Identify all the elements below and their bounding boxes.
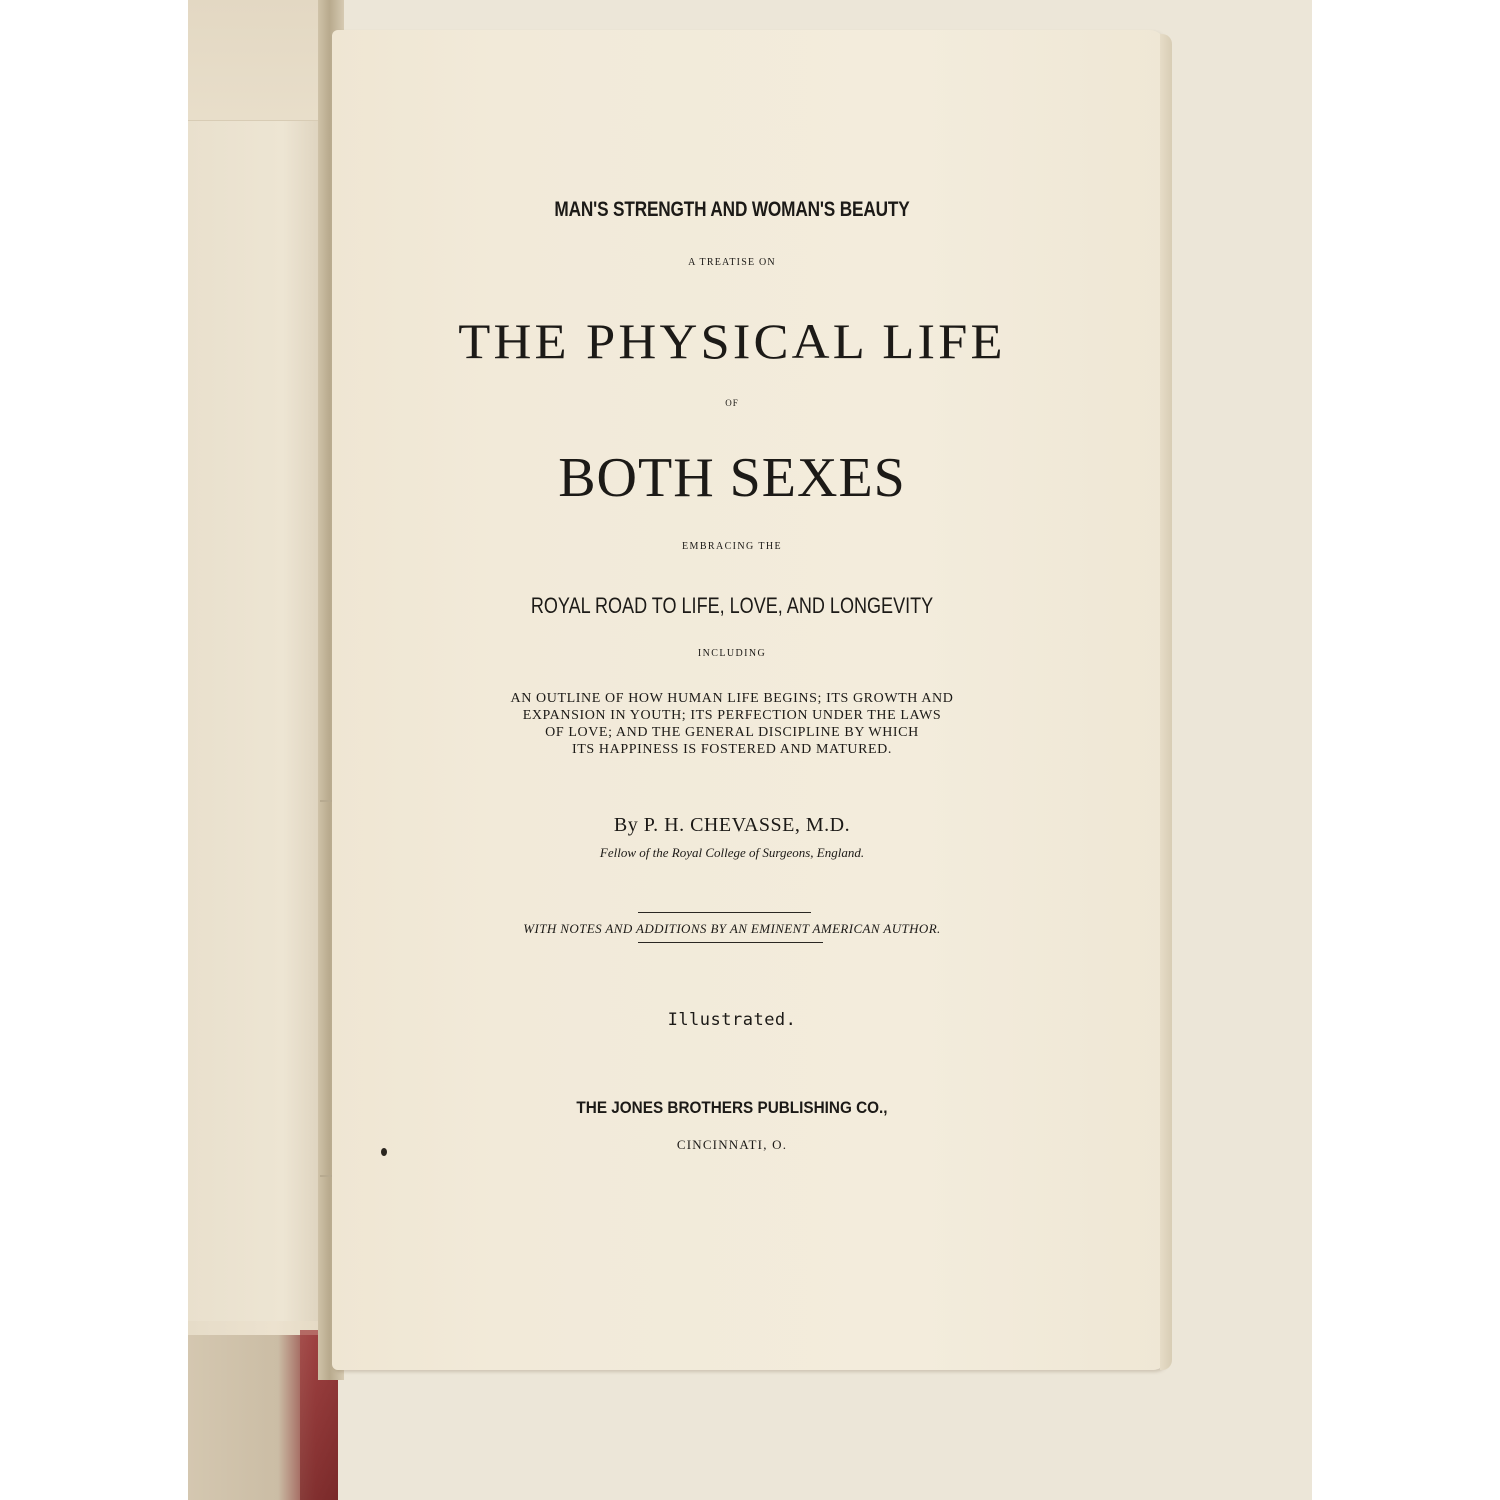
author-credentials: Fellow of the Royal College of Surgeons, England. bbox=[599, 845, 865, 860]
page-edge bbox=[1160, 34, 1172, 1370]
left-page-top bbox=[188, 0, 338, 140]
notes-line: WITH NOTES AND ADDITIONS BY AN EMINENT AMERICAN AUTHOR. bbox=[523, 921, 941, 936]
author-line: By P. H. CHEVASSE, M.D. bbox=[613, 814, 851, 836]
subtitle: ROYAL ROAD TO LIFE, LOVE, AND LONGEVITY bbox=[530, 593, 934, 618]
tissue-guard bbox=[188, 120, 325, 1321]
supertitle: MAN'S STRENGTH AND WOMAN'S BEAUTY bbox=[554, 198, 910, 221]
description-paragraph: AN OUTLINE OF HOW HUMAN LIFE BEGINS; ITS GROWTH AND EXPANSION IN YOUTH; ITS PERFECTION UNDER THE LAWS OF LOVE; AND THE GENERAL DISCIPLINE BY WHICH ITS HAPPINESS IS FOSTERED AND MATURED. bbox=[510, 691, 954, 757]
main-title: THE PHYSICAL LIFE bbox=[458, 313, 1006, 369]
publisher-line: THE JONES BROTHERS PUBLISHING CO., bbox=[576, 1098, 888, 1117]
rule-bottom bbox=[638, 942, 823, 943]
illustrated-line: Illustrated. bbox=[667, 1010, 797, 1030]
main-title-second: BOTH SEXES bbox=[558, 447, 906, 509]
ink-speck bbox=[381, 1148, 387, 1156]
including-line: INCLUDING bbox=[697, 648, 767, 659]
rule-top bbox=[638, 912, 811, 913]
place-line: CINCINNATI, O. bbox=[676, 1137, 788, 1152]
of-line: OF bbox=[725, 398, 739, 408]
treatise-line: A TREATISE ON bbox=[688, 257, 776, 268]
embracing-line: EMBRACING THE bbox=[682, 541, 782, 552]
